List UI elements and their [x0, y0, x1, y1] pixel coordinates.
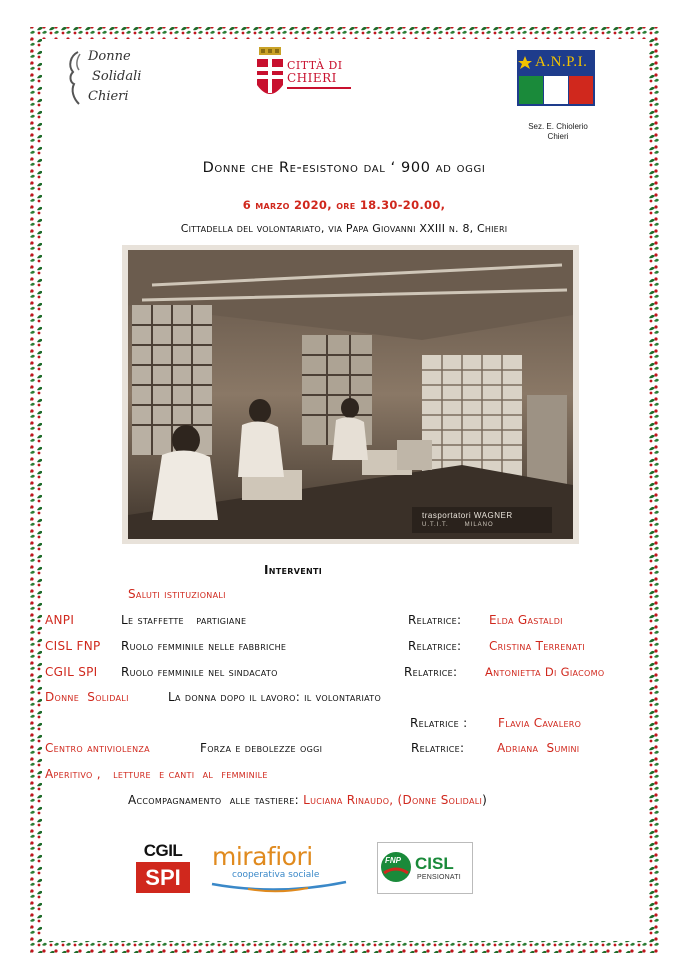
cisl-text: CISL: [415, 854, 454, 873]
accompaniment-name: Luciana Rinaudo,: [303, 793, 394, 807]
item-org: Donne Solidali: [45, 690, 129, 704]
photo-sign-line1: trasportatori WAGNER: [422, 511, 513, 520]
item-topic: Forza e debolezze oggi: [200, 741, 323, 755]
logo-city-line2: CHIERI: [287, 71, 337, 85]
item-speaker: Antonietta Di Giacomo: [485, 665, 605, 679]
event-location: Cittadella del volontariato, via Papa Giovanni XXIII n. 8, Chieri: [180, 222, 508, 235]
anpi-logo: [517, 50, 595, 106]
item-speaker-label: Relatrice :: [410, 716, 468, 730]
citta-di-chieri-logo: [255, 47, 355, 107]
item-topic: La donna dopo il lavoro: il volontariato: [168, 690, 382, 704]
item-org: CGIL SPI: [45, 665, 98, 679]
historic-factory-photo: [122, 245, 579, 544]
spi-text: SPI: [136, 862, 190, 893]
factory-photo-image: [122, 245, 579, 544]
accompaniment: [128, 793, 487, 807]
item-speaker: Elda Gastaldi: [489, 613, 563, 627]
event-date: 6 marzo 2020, ore 18.30-20.00,: [242, 198, 446, 212]
cisl-pensionati-logo: [377, 842, 473, 894]
item-topic: Le staffette partigiane: [121, 613, 247, 627]
accompaniment-label: Accompagnamento alle tastiere:: [128, 793, 299, 807]
item-topic: Ruolo femminile nel sindacato: [121, 665, 278, 679]
item-topic: Ruolo femminile nelle fabbriche: [121, 639, 287, 653]
item-speaker: Cristina Terrenati: [489, 639, 585, 653]
aperitivo: Aperitivo , letture e canti al femminile: [45, 767, 268, 781]
logo-city-line1: CITTÀ DI: [287, 59, 343, 72]
woman-profile-icon: [64, 48, 86, 108]
item-org: Centro antiviolenza: [45, 741, 150, 755]
program-heading: Interventi: [264, 563, 323, 577]
anpi-caption-line2: Chieri: [547, 132, 569, 141]
item-speaker-label: Relatrice:: [404, 665, 458, 679]
accompaniment-close: ): [482, 793, 488, 807]
item-speaker: Flavia Cavalero: [498, 716, 582, 730]
event-title: Donne che Re-esistono dal ‘ 900 ad oggi: [202, 160, 486, 176]
logo-rule: [287, 87, 351, 89]
cgil-spi-logo: [134, 841, 192, 893]
item-speaker-label: Relatrice:: [408, 613, 462, 627]
coat-of-arms-icon: [255, 47, 285, 105]
item-org: ANPI: [45, 613, 75, 627]
program-greeting: Saluti istituzionali: [128, 587, 226, 601]
cgil-text: CGIL: [143, 841, 183, 860]
donne-solidali-logo: [64, 46, 174, 110]
item-org: CISL FNP: [45, 639, 101, 653]
item-speaker: Adriana Sumini: [497, 741, 580, 755]
mirafiori-logo: [208, 842, 350, 894]
mirafiori-text: mirafiori: [212, 842, 313, 871]
mirafiori-subtitle: cooperativa sociale: [232, 870, 320, 880]
anpi-caption: [520, 122, 596, 142]
accompaniment-org: (Donne Solidali: [397, 793, 483, 807]
logo-text-line1: Donne: [88, 49, 131, 64]
fnp-text: FNP: [385, 856, 401, 865]
photo-sign-line2: U.T.I.T. MILANO: [422, 522, 494, 528]
cisl-subtitle: PENSIONATI: [417, 874, 461, 881]
item-speaker-label: Relatrice:: [408, 639, 462, 653]
logo-text-line3: Chieri: [88, 89, 129, 104]
anpi-caption-line1: Sez. E. Chiolerio: [528, 122, 588, 131]
item-speaker-label: Relatrice:: [411, 741, 465, 755]
logo-text-line2: Solidali: [92, 69, 142, 84]
anpi-text: A.N.P.I.: [535, 54, 588, 70]
wave-icon: [208, 880, 350, 894]
